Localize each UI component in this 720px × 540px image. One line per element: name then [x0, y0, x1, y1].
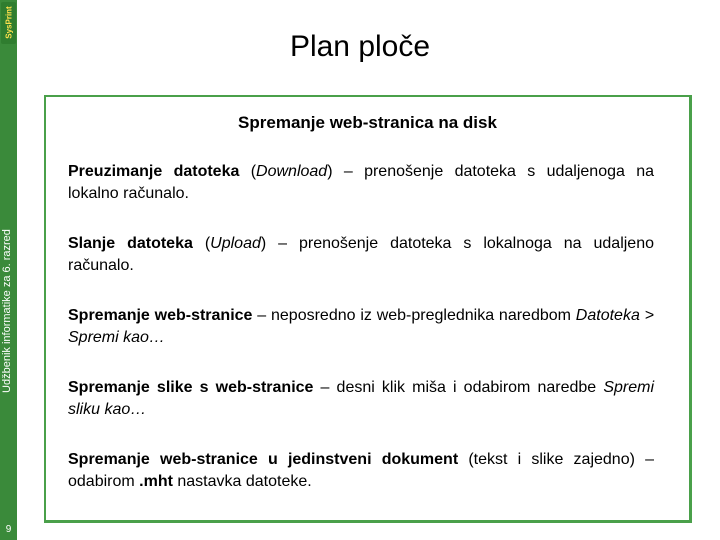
publisher-logo — [1, 2, 16, 44]
item-italic: Download — [256, 163, 328, 180]
item-save-image — [68, 377, 654, 421]
publisher-logo-text: SysPrint — [4, 6, 14, 39]
item-text: – neposredno iz web-preglednika naredbom — [252, 307, 576, 324]
item-text: ( — [239, 163, 257, 180]
item-term: Spremanje web-stranice — [68, 307, 253, 324]
item-term: Spremanje slike s web-stranice — [68, 379, 314, 396]
book-title-vertical: Udžbenik informatike za 6. razred — [1, 229, 13, 393]
item-upload — [68, 233, 654, 277]
item-text: ( — [192, 235, 211, 252]
item-text: ) – prenošenje datoteka s udaljenoga na lokalno računalo. — [68, 163, 655, 202]
item-text: nastavka datoteke. — [172, 473, 312, 490]
content-frame — [44, 95, 692, 523]
content-subtitle: Spremanje web-stranica na disk — [238, 113, 497, 132]
item-italic: Upload — [210, 235, 261, 252]
item-save-page — [68, 305, 654, 349]
item-text: ) – prenošenje datoteka s lokalnoga na udaljeno računalo. — [68, 235, 655, 274]
item-italic: Spremi sliku kao… — [68, 379, 654, 418]
item-italic: Datoteka > Spremi kao… — [68, 307, 654, 346]
slide-title: Plan ploče — [289, 30, 431, 63]
item-term: Slanje datoteka — [68, 235, 193, 252]
item-download — [68, 161, 654, 205]
side-bar — [0, 0, 17, 540]
item-save-mht — [68, 449, 654, 493]
item-term: Spremanje web-stranice u jedinstveni dokument — [68, 451, 459, 468]
page-number: 9 — [5, 524, 12, 535]
item-text: (tekst i slike zajedno) – odabirom — [68, 451, 654, 490]
item-term: Preuzimanje datoteka — [68, 163, 240, 180]
item-bold-ext: .mht — [139, 473, 173, 490]
item-text: – desni klik miša i odabirom naredbe — [313, 379, 604, 396]
